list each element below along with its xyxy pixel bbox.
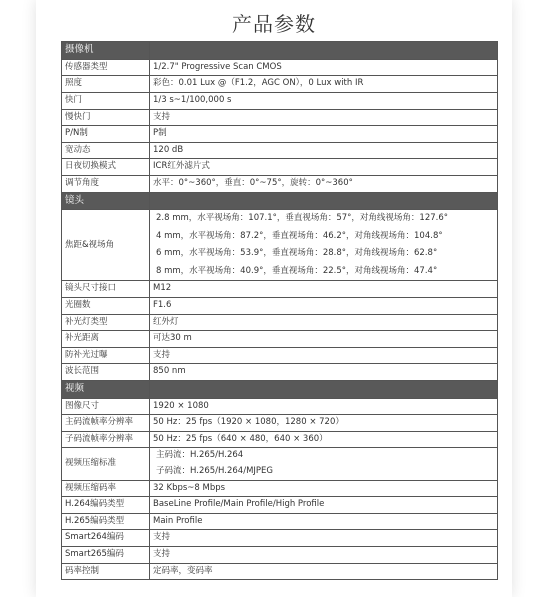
spec-label: 焦距&视场角	[62, 210, 150, 281]
spec-label: 图像尺寸	[62, 398, 150, 415]
spec-value: 850 nm	[150, 364, 498, 381]
spec-value: 50 Hz：25 fps（640 × 480，640 × 360）	[150, 431, 498, 448]
spec-row	[62, 59, 498, 76]
spec-value: BaseLine Profile/Main Profile/High Profile	[150, 497, 498, 514]
spec-value-line: 2.8 mm，水平视场角：107.1°，垂直视场角：57°，对角线视场角：127.6°	[156, 213, 449, 224]
spec-label: 补光距离	[62, 331, 150, 348]
spec-row	[62, 415, 498, 432]
section-header	[62, 380, 498, 398]
spec-value: 红外灯	[150, 314, 498, 331]
section-title: 镜头	[62, 192, 150, 210]
spec-row	[62, 175, 498, 192]
spec-row	[62, 297, 498, 314]
spec-table	[61, 41, 498, 580]
spec-row	[62, 126, 498, 143]
spec-row	[62, 347, 498, 364]
spec-row	[62, 76, 498, 93]
spec-value: 50 Hz：25 fps（1920 × 1080，1280 × 720）	[150, 415, 498, 432]
section-header	[62, 192, 498, 210]
spec-label: 子码流帧率分辨率	[62, 431, 150, 448]
spec-value: F1.6	[150, 297, 498, 314]
spec-label: 宽动态	[62, 142, 150, 159]
spec-value: 支持	[150, 547, 498, 564]
spec-row	[62, 530, 498, 547]
spec-label: Smart264编码	[62, 530, 150, 547]
section-header-fill	[150, 42, 498, 60]
spec-row	[62, 547, 498, 564]
spec-row	[62, 364, 498, 381]
spec-label: 镜头尺寸接口	[62, 281, 150, 298]
spec-label: Smart265编码	[62, 547, 150, 564]
spec-row	[62, 159, 498, 176]
spec-label: H.265编码类型	[62, 513, 150, 530]
spec-label: 视频压缩码率	[62, 480, 150, 497]
spec-row	[62, 448, 498, 480]
spec-row	[62, 431, 498, 448]
spec-label: 主码流帧率分辨率	[62, 415, 150, 432]
spec-label: 传感器类型	[62, 59, 150, 76]
spec-label: 视频压缩标准	[62, 448, 150, 480]
section-header-fill	[150, 192, 498, 210]
spec-label: 照度	[62, 76, 150, 93]
spec-value: Main Profile	[150, 513, 498, 530]
spec-value: 120 dB	[150, 142, 498, 159]
spec-row	[62, 513, 498, 530]
spec-label: 日夜切换模式	[62, 159, 150, 176]
spec-value: 定码率，变码率	[150, 563, 498, 580]
spec-label: H.264编码类型	[62, 497, 150, 514]
spec-value: 水平：0°~360°，垂直：0°~75°，旋转：0°~360°	[150, 175, 498, 192]
spec-value-line: 子码流：H.265/H.264/MJPEG	[156, 466, 273, 477]
spec-value	[150, 210, 498, 281]
spec-row	[62, 398, 498, 415]
spec-row	[62, 314, 498, 331]
spec-row	[62, 92, 498, 109]
spec-label: 光圈数	[62, 297, 150, 314]
spec-label: 补光灯类型	[62, 314, 150, 331]
section-title: 摄像机	[62, 42, 150, 60]
spec-label: 慢快门	[62, 109, 150, 126]
spec-value: 支持	[150, 530, 498, 547]
spec-row	[62, 480, 498, 497]
spec-value: 支持	[150, 109, 498, 126]
spec-value-line: 主码流：H.265/H.264	[156, 450, 244, 461]
spec-value: M12	[150, 281, 498, 298]
spec-label: 快门	[62, 92, 150, 109]
spec-value-line: 6 mm，水平视场角：53.9°，垂直视场角：28.8°，对角线视场角：62.8°	[156, 248, 438, 259]
spec-value: 可达30 m	[150, 331, 498, 348]
spec-value: 彩色：0.01 Lux @（F1.2，AGC ON），0 Lux with IR	[150, 76, 498, 93]
spec-row	[62, 210, 498, 281]
spec-row	[62, 331, 498, 348]
spec-value	[150, 448, 498, 480]
spec-value: P制	[150, 126, 498, 143]
spec-row	[62, 142, 498, 159]
section-header-fill	[150, 380, 498, 398]
spec-value: 1/3 s~1/100,000 s	[150, 92, 498, 109]
spec-value: 1/2.7" Progressive Scan CMOS	[150, 59, 498, 76]
spec-value-line: 4 mm，水平视场角：87.2°，垂直视场角：46.2°，对角线视场角：104.8°	[156, 230, 443, 241]
spec-row	[62, 563, 498, 580]
page-title: 产品参数	[232, 12, 316, 36]
spec-row	[62, 497, 498, 514]
spec-sheet	[36, 0, 512, 597]
spec-value: 32 Kbps~8 Mbps	[150, 480, 498, 497]
spec-row	[62, 109, 498, 126]
spec-label: 波长范围	[62, 364, 150, 381]
spec-value: 支持	[150, 347, 498, 364]
spec-value: 1920 × 1080	[150, 398, 498, 415]
section-header	[62, 42, 498, 60]
spec-label: P/N制	[62, 126, 150, 143]
spec-label: 调节角度	[62, 175, 150, 192]
section-title: 视频	[62, 380, 150, 398]
spec-row	[62, 281, 498, 298]
spec-value: ICR红外滤片式	[150, 159, 498, 176]
spec-label: 码率控制	[62, 563, 150, 580]
spec-value-line: 8 mm，水平视场角：40.9°，垂直视场角：22.5°，对角线视场角：47.4°	[156, 265, 438, 276]
spec-label: 防补光过曝	[62, 347, 150, 364]
